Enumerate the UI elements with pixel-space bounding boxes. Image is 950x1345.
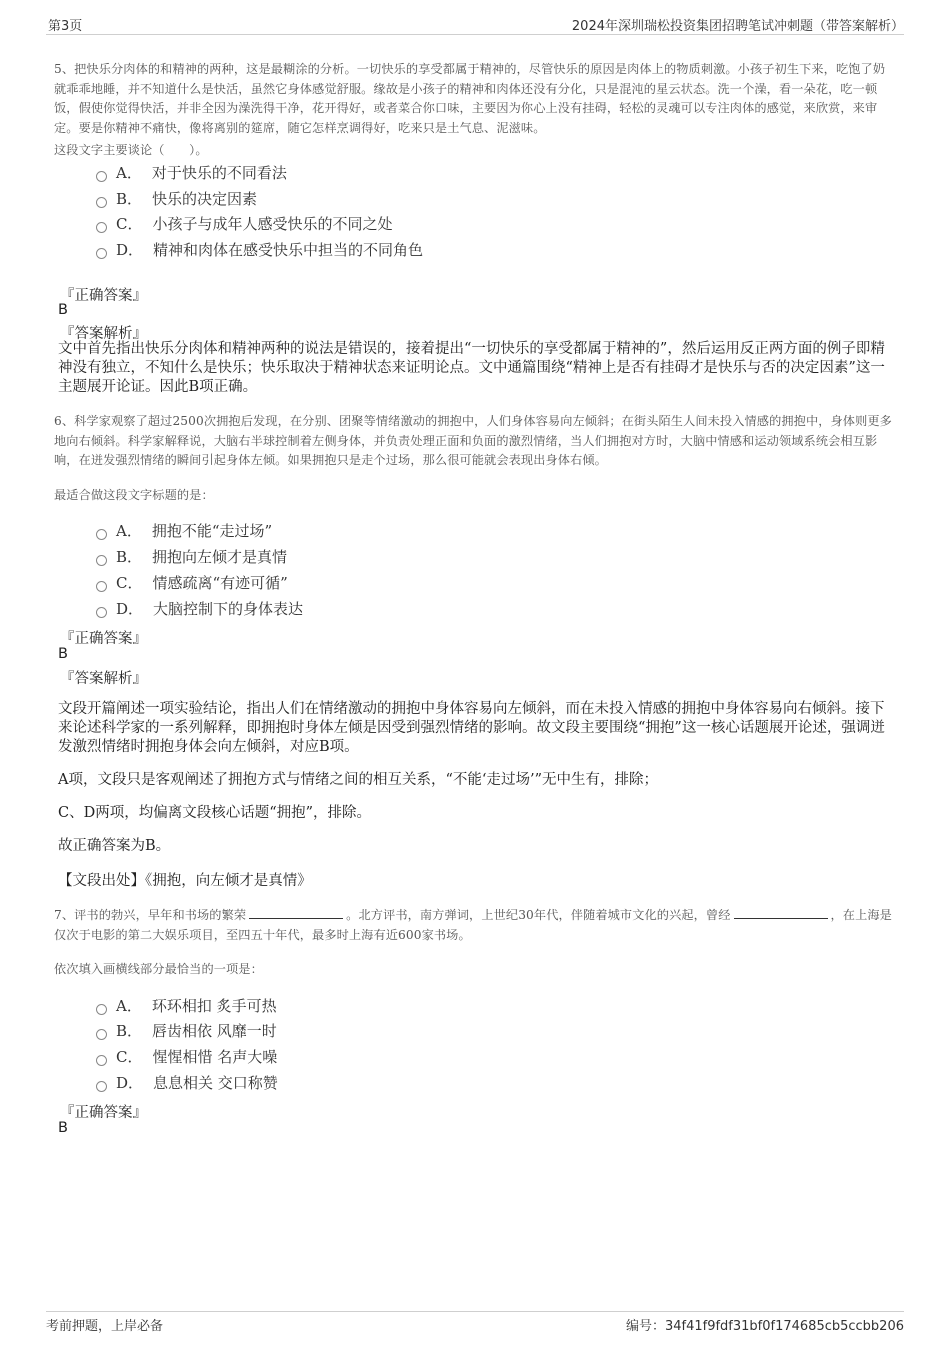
q6-answer-heading: 『正确答案』 [60, 631, 147, 647]
q6-analysis-paragraph-2: A项，文段只是客观阐述了拥抱方式与情绪之间的相互关系，“不能‘走过场’”无中生有，排除； [58, 772, 659, 788]
q5-option-b[interactable]: B． 快乐的决定因素 [96, 188, 257, 210]
q5-option-a[interactable]: A． 对于快乐的不同看法 [96, 162, 287, 184]
document-title: 2024年深圳瑞松投资集团招聘笔试冲刺题（带答案解析） [571, 19, 904, 34]
question-6-prompt: 最适合做这段文字标题的是： [54, 488, 214, 502]
q5-option-c[interactable]: C． 小孩子与成年人感受快乐的不同之处 [96, 213, 393, 235]
question-5-text: 5、把快乐分肉体的和精神的两种，这是最糊涂的分析。一切快乐的享受都属于精神的，尽管快乐的原因是肉体上的物质刺激。小孩子初生下来，吃饱了奶就乖乖地睡，并不知道什么是快活，虽然它身体感觉舒服。缘故是小孩子的精神和肉体还没有分化，只是混沌的星云状态。洗一个澡，看一朵花，吃一顿饭，假使你觉得快活，并非全因为澡洗得干净，花开得好，或者菜合你口味，主要因为你心上没有挂碍，轻松的灵魂可以专注肉体的感觉，来欣赏，来审定。要是你精神不痛快，像将离别的筵席，随它怎样烹调得好，吃来只是土气息、泥滋味。 [54, 62, 886, 135]
radio-icon[interactable] [96, 1081, 107, 1092]
q6-option-d[interactable]: D． 大脑控制下的身体表达 [96, 598, 303, 620]
radio-icon[interactable] [96, 171, 107, 182]
q7-option-a[interactable]: A． 环环相扣 炙手可热 [96, 995, 277, 1017]
radio-icon[interactable] [96, 581, 107, 592]
radio-icon[interactable] [96, 529, 107, 540]
q5-answer: B [58, 302, 68, 318]
question-7-text: 7、评书的勃兴，早年和书场的繁荣 。北方评书，南方弹词，上世纪30年代，伴随着城市文化的兴起，曾经 ，在上海是仅次于电影的第二大娱乐项目，至四五十年代，最多时上海有近600家书场。 [54, 908, 892, 942]
radio-icon[interactable] [96, 248, 107, 259]
page-number: 第3页 [48, 19, 83, 34]
question-5-prompt: 这段文字主要谈论（ ）。 [54, 143, 208, 157]
q5-answer-heading: 『正确答案』 [60, 288, 147, 304]
q6-analysis-paragraph-1: 文段开篇阐述一项实验结论，指出人们在情绪激动的拥抱中身体容易向左倾斜，而在未投入情感的拥抱中身体容易向右倾斜。接下来论述科学家的一系列解释，即拥抱时身体左倾是因受到强烈情绪的影响。故文段主要围绕“拥抱”这一核心话题展开论述，强调迸发激烈情绪时拥抱身体会向左倾斜，对应B项。 [58, 701, 885, 755]
q6-answer: B [58, 646, 68, 662]
q7-option-c[interactable]: C． 惺惺相惜 名声大噪 [96, 1046, 277, 1068]
radio-icon[interactable] [96, 1004, 107, 1015]
footer-slogan: 考前押题，上岸必备 [46, 1319, 164, 1334]
question-7-prompt: 依次填入画横线部分最恰当的一项是： [54, 962, 263, 976]
q6-analysis-paragraph-3: C、D两项，均偏离文段核心话题“拥抱”，排除。 [58, 805, 372, 821]
radio-icon[interactable] [96, 1055, 107, 1066]
fill-blank-1 [249, 906, 343, 919]
q7-option-d[interactable]: D． 息息相关 交口称赞 [96, 1072, 278, 1094]
q5-analysis-heading: 『答案解析』 [60, 326, 147, 342]
radio-icon[interactable] [96, 222, 107, 233]
radio-icon[interactable] [96, 197, 107, 208]
q6-analysis-paragraph-4: 故正确答案为B。 [58, 838, 171, 854]
q6-source: 【文段出处】《拥抱，向左倾才是真情》 [58, 873, 312, 889]
q7-answer: B [58, 1120, 68, 1136]
q5-option-d[interactable]: D． 精神和肉体在感受快乐中担当的不同角色 [96, 239, 423, 261]
radio-icon[interactable] [96, 607, 107, 618]
q6-option-a[interactable]: A． 拥抱不能“走过场” [96, 520, 272, 542]
q6-option-c[interactable]: C． 情感疏离“有迹可循” [96, 572, 288, 594]
radio-icon[interactable] [96, 1029, 107, 1040]
page-footer [46, 1311, 904, 1338]
page-header [46, 14, 904, 35]
question-6-text: 6、科学家观察了超过2500次拥抱后发现，在分别、团聚等情绪激动的拥抱中，人们身体容易向左倾斜；在街头陌生人间未投入情感的拥抱中，身体则更多地向右倾斜。科学家解释说，大脑右半球控制着左侧身体，并负责处理正面和负面的激烈情绪，当人们拥抱对方时，大脑中情感和运动领域系统会相互影响，在迸发强烈情绪的瞬间引起身体左倾。如果拥抱只是走个过场，那么很可能就会表现出身体右倾。 [54, 414, 892, 467]
q6-option-b[interactable]: B． 拥抱向左倾才是真情 [96, 546, 287, 568]
document-code: 编号：34f41f9fdf31bf0f174685cb5ccbb206 [625, 1319, 904, 1334]
q6-analysis-heading: 『答案解析』 [60, 671, 147, 687]
q7-option-b[interactable]: B． 唇齿相依 风靡一时 [96, 1020, 277, 1042]
q5-analysis: 文中首先指出快乐分肉体和精神两种的说法是错误的，接着提出“一切快乐的享受都属于精神的”，然后运用反正两方面的例子即精神没有独立，不知什么是快乐；快乐取决于精神状态来证明论点。文中通篇围绕“精神上是否有挂碍才是快乐与否的决定因素”这一主题展开论证。因此B项正确。 [58, 341, 885, 395]
radio-icon[interactable] [96, 555, 107, 566]
fill-blank-2 [734, 906, 828, 919]
q7-answer-heading: 『正确答案』 [60, 1105, 147, 1121]
